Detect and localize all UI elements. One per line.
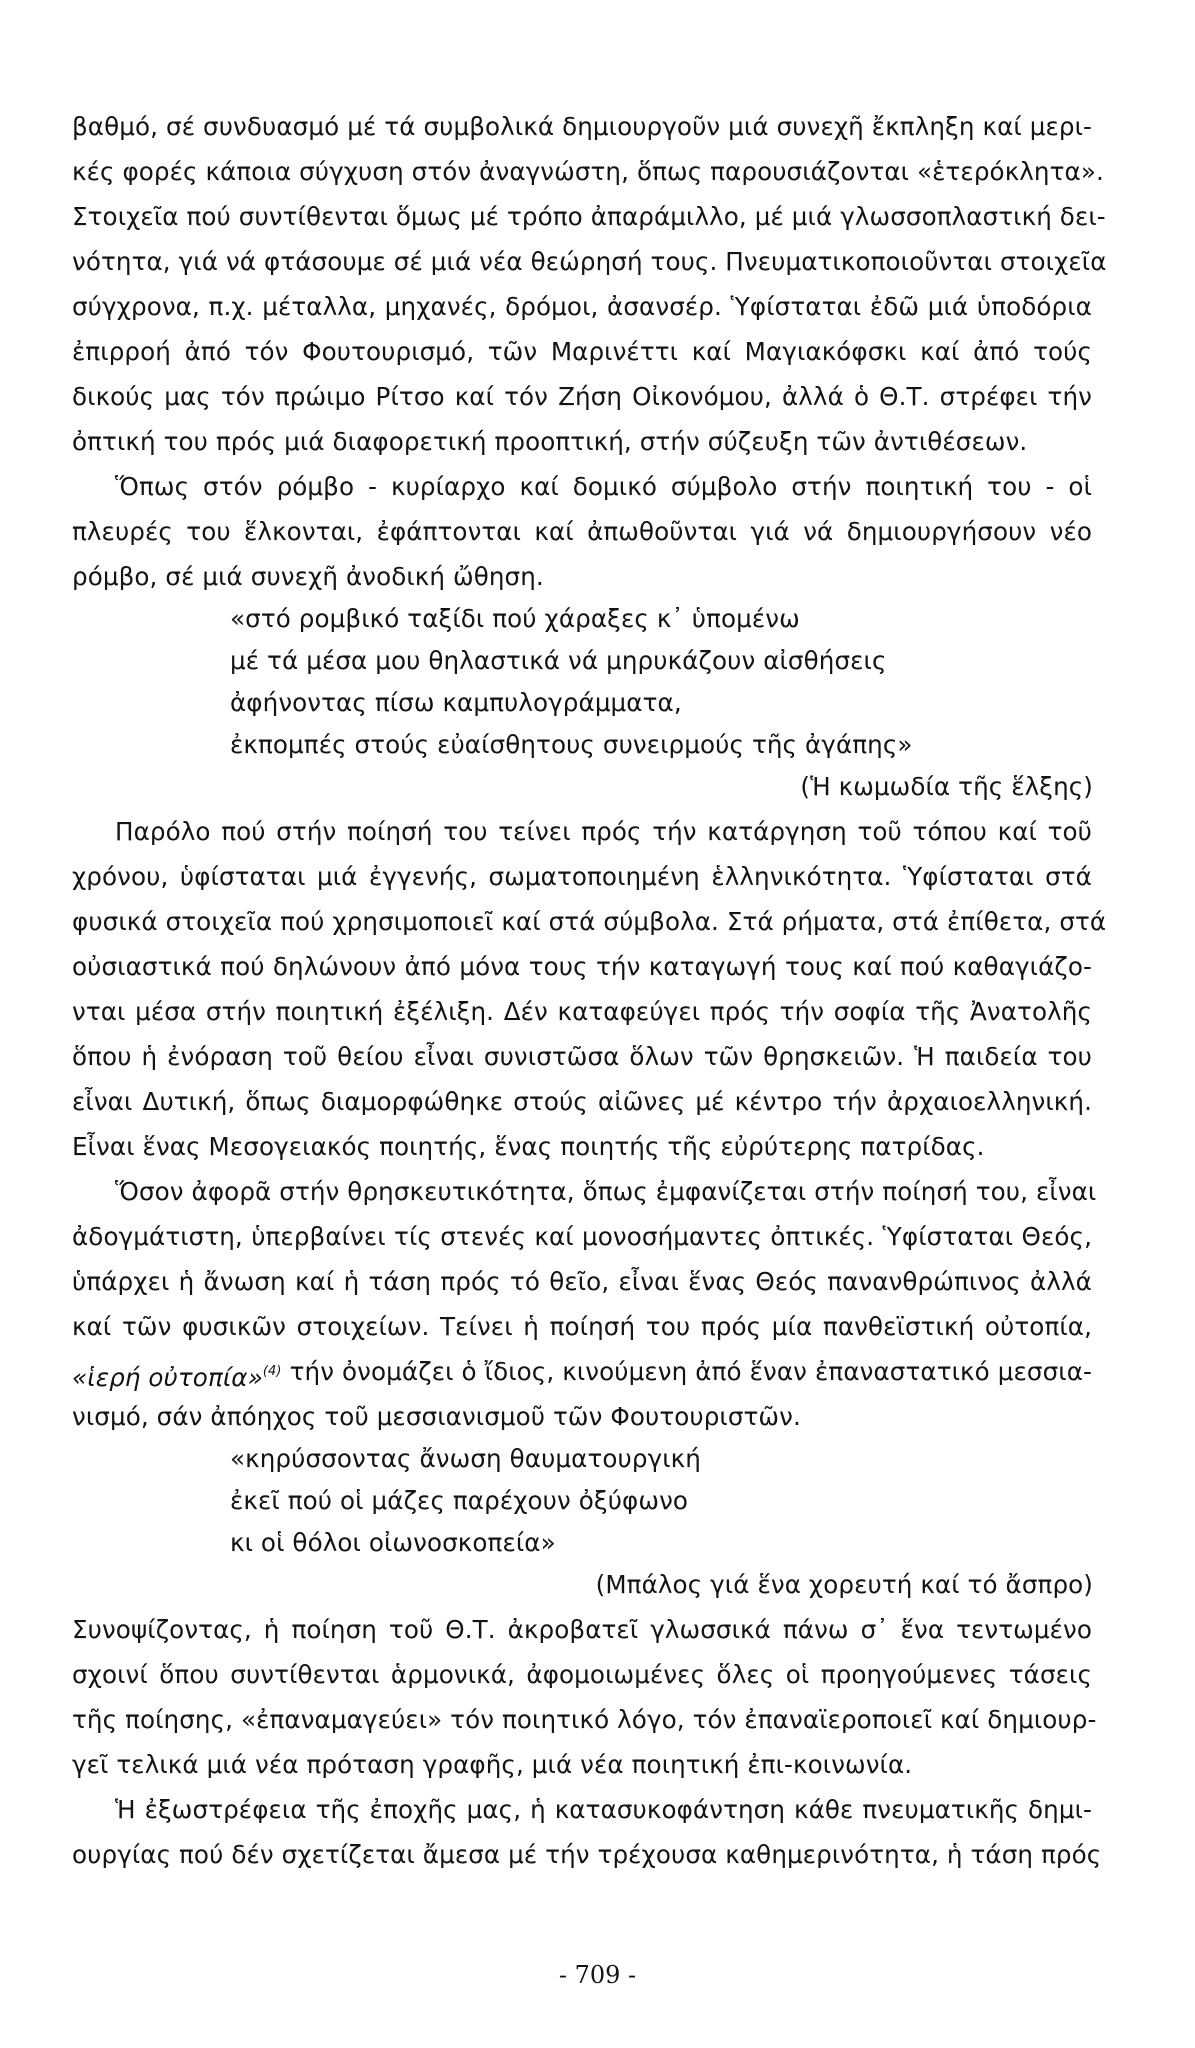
italic-quote: «ἱερή οὐτοπία»$^{(4)}$ xyxy=(72,1363,282,1392)
text-line: νισμό, σάν ἀπόηχος τοῦ μεσσιανισμοῦ τῶν Φουτουριστῶν. xyxy=(72,1402,801,1431)
text-line: δικούς μας τόν πρώιμο Ρίτσο καί τόν Ζήση Οἰκονόμου, ἀλλά ὁ Θ.Τ. στρέφει τήν xyxy=(72,382,1092,411)
text-line: χρόνου, ὑφίσταται μιά ἐγγενής, σωματοποιημένη ἑλληνικότητα. Ὑφίσταται στά xyxy=(72,862,1092,891)
text-line: γεῖ τελικά μιά νέα πρόταση γραφῆς, μιά νέα ποιητική ἐπι-κοινωνία. xyxy=(72,1750,913,1779)
text-line: ουργίας πού δέν σχετίζεται ἄμεσα μέ τήν τρέχουσα καθημερινότητα, ἡ τάση πρός xyxy=(72,1840,1102,1869)
verse-line: ἐκεῖ πού οἱ μάζες παρέχουν ὀξύφωνο xyxy=(230,1486,689,1515)
text-line: ὅπου ἡ ἐνόραση τοῦ θείου εἶναι συνιστῶσα ὅλων τῶν θρησκειῶν. Ἡ παιδεία του xyxy=(72,1042,1092,1071)
verse-source: (Ἡ κωμωδία τῆς ἕλξης) xyxy=(800,772,1093,801)
text-line: Εἶναι ἕνας Μεσογειακός ποιητής, ἕνας ποιητής τῆς εὐρύτερης πατρίδας. xyxy=(72,1132,985,1161)
verse-line: «στό ρομβικό ταξίδι πού χάραξες κ᾽ ὑπομένω xyxy=(230,604,800,633)
paragraph-first-line: Παρόλο πού στήν ποίησή του τείνει πρός τήν κατάργηση τοῦ τόπου καί τοῦ xyxy=(115,817,1092,846)
text-line: πλευρές του ἕλκονται, ἐφάπτονται καί ἀπωθοῦνται γιά νά δημιουργήσουν νέο xyxy=(72,517,1092,546)
text-line: εἶναι Δυτική, ὅπως διαμορφώθηκε στούς αἰῶνες μέ κέντρο τήν ἀρχαιοελληνική. xyxy=(72,1087,1092,1116)
text-line: Στοιχεῖα πού συντίθενται ὅμως μέ τρόπο ἀπαράμιλλο, μέ μιά γλωσσοπλαστική δει- xyxy=(72,202,1106,231)
verse-line: ἐκπομπές στούς εὐαίσθητους συνειρμούς τῆς ἀγάπης» xyxy=(230,730,913,759)
text-line: ἐπιρροή ἀπό τόν Φουτουρισμό, τῶν Μαρινέττι καί Μαγιακόφσκι καί ἀπό τούς xyxy=(72,337,1092,366)
text-line: τῆς ποίησης, «ἐπαναμαγεύει» τόν ποιητικό λόγο, τόν ἐπαναϊεροποιεῖ καί δημιουρ- xyxy=(72,1705,1097,1734)
text-line: νται μέσα στήν ποιητική ἐξέλιξη. Δέν καταφεύγει πρός τήν σοφία τῆς Ἀνατολῆς xyxy=(72,997,1092,1026)
page-number: - 709 - xyxy=(558,1961,637,1989)
paragraph-first-line: Ἡ ἐξωστρέφεια τῆς ἐποχῆς μας, ἡ κατασυκοφάντηση κάθε πνευματικῆς δημι- xyxy=(115,1795,1092,1824)
paragraph-first-line: Ὅπως στόν ρόμβο - κυρίαρχο καί δομικό σύμβολο στήν ποιητική του - οἱ xyxy=(115,472,1092,501)
text-line: νότητα, γιά νά φτάσουμε σέ μιά νέα θεώρησή τους. Πνευματικοποιοῦνται στοιχεῖα xyxy=(72,247,1107,276)
text-line: κές φορές κάποια σύγχυση στόν ἀναγνώστη, ὅπως παρουσιάζονται «ἑτερόκλητα». xyxy=(72,157,1104,186)
text-line-with-quote xyxy=(72,1357,1092,1393)
text-line: οὐσιαστικά πού δηλώνουν ἀπό μόνα τους τήν καταγωγή τους καί πού καθαγιάζο- xyxy=(72,952,1092,981)
text-line: ὀπτική του πρός μιά διαφορετική προοπτική, στήν σύζευξη τῶν ἀντιθέσεων. xyxy=(72,427,1028,456)
verse-line: ἀφήνοντας πίσω καμπυλογράμματα, xyxy=(230,688,682,717)
text-line: σύγχρονα, π.χ. μέταλλα, μηχανές, δρόμοι, ἀσανσέρ. Ὑφίσταται ἐδῶ μιά ὑποδόρια xyxy=(72,292,1092,321)
verse-line: «κηρύσσοντας ἄνωση θαυματουργική xyxy=(230,1444,701,1473)
text-line: ρόμβο, σέ μιά συνεχῆ ἀνοδική ὤθηση. xyxy=(72,562,544,591)
paragraph-first-line: Ὅσον ἀφορᾶ στήν θρησκευτικότητα, ὅπως ἐμφανίζεται στήν ποίησή του, εἶναι xyxy=(115,1177,1097,1206)
paragraph-first-line: Συνοψίζοντας, ἡ ποίηση τοῦ Θ.Τ. ἀκροβατεῖ γλωσσικά πάνω σ᾽ ἕνα τεντωμένο xyxy=(72,1615,1092,1644)
text-line: καί τῶν φυσικῶν στοιχείων. Τείνει ἡ ποίησή του πρός μία πανθεϊστική οὐτοπία, xyxy=(72,1312,1092,1341)
footnote-mark: (4) xyxy=(262,1364,282,1379)
verse-line: μέ τά μέσα μου θηλαστικά νά μηρυκάζουν αἰσθήσεις xyxy=(230,646,887,675)
verse-source: (Μπάλος γιά ἕνα χορευτή καί τό ἄσπρο) xyxy=(595,1570,1093,1599)
text-line: φυσικά στοιχεῖα πού χρησιμοποιεῖ καί στά σύμβολα. Στά ρήματα, στά ἐπίθετα, στά xyxy=(72,907,1107,936)
text-line: βαθμό, σέ συνδυασμό μέ τά συμβολικά δημιουργοῦν μιά συνεχῆ ἔκπληξη καί μερι- xyxy=(72,112,1092,141)
text-line: σχοινί ὅπου συντίθενται ἁρμονικά, ἀφομοιωμένες ὅλες οἱ προηγούμενες τάσεις xyxy=(72,1660,1092,1689)
text-line: ἀδογμάτιστη, ὑπερβαίνει τίς στενές καί μονοσήμαντες ὀπτικές. Ὑφίσταται Θεός, xyxy=(72,1222,1092,1251)
text-line: τήν ὀνομάζει ὁ ἴδιος, κινούμενη ἀπό ἕναν ἐπαναστατικό μεσσια- xyxy=(289,1357,1092,1386)
verse-line: κι οἱ θόλοι οἰωνοσκοπεία» xyxy=(230,1528,556,1557)
text-line: ὑπάρχει ἡ ἄνωση καί ἡ τάση πρός τό θεῖο, εἶναι ἕνας Θεός πανανθρώπινος ἀλλά xyxy=(72,1267,1092,1296)
